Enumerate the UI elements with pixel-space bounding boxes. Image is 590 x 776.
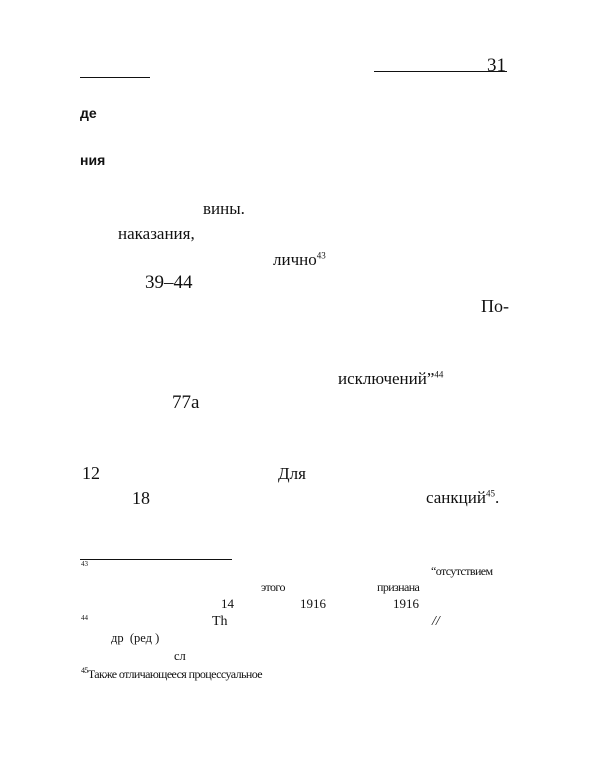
footnote-43-year-2: 1916 (393, 596, 419, 611)
footnote-45-line (81, 668, 262, 680)
footnote-44-slashes: // (432, 614, 440, 629)
word-isklyucheniy (338, 370, 443, 387)
footnote-ref-45: 45 (485, 488, 495, 499)
footnote-43-etogo: этого (261, 580, 285, 594)
word-12: 12 (82, 463, 100, 483)
heading-fragment-niya: ния (80, 152, 106, 168)
footnote-44-th: Th (212, 614, 228, 629)
footnote-45-text: Также отличающееся процесcуальное (87, 667, 262, 681)
footnote-45-marker: 45 (81, 666, 88, 675)
word-77a: 77а (172, 392, 200, 413)
page-number: 31 (487, 55, 506, 76)
word-lichno (273, 251, 326, 268)
footnote-44-dr-red: др (ред ) (111, 631, 160, 645)
header-rule-left (80, 77, 150, 78)
footnote-44-marker: 44 (81, 614, 88, 622)
footnote-43-priznana: признана (377, 580, 420, 594)
word-18: 18 (132, 488, 150, 508)
footnote-separator (80, 559, 232, 560)
footnote-43-marker: 43 (81, 560, 88, 568)
footnote-ref-43: 43 (316, 250, 326, 261)
footnote-44-sl: сл (174, 649, 186, 663)
word-nakazaniya: наказания, (118, 224, 195, 243)
word-dlya: Для (278, 464, 306, 483)
word-39-44: 39–44 (145, 272, 193, 293)
word-sanktsiy-period: . (494, 488, 500, 507)
word-po: По- (481, 296, 509, 316)
footnote-43-quote: “отсутствием (431, 564, 493, 578)
word-viny: вины. (203, 199, 245, 218)
word-sanktsiy-text: санкций (426, 488, 486, 507)
word-isklyucheniy-text: исключений” (338, 369, 435, 388)
word-lichno-text: лично (273, 250, 317, 269)
heading-fragment-de: де (80, 105, 97, 121)
footnote-43-year-1: 1916 (300, 596, 326, 611)
footnote-ref-44: 44 (434, 369, 444, 380)
footnote-43-num-14: 14 (221, 596, 234, 611)
word-sanktsiy (426, 489, 499, 506)
